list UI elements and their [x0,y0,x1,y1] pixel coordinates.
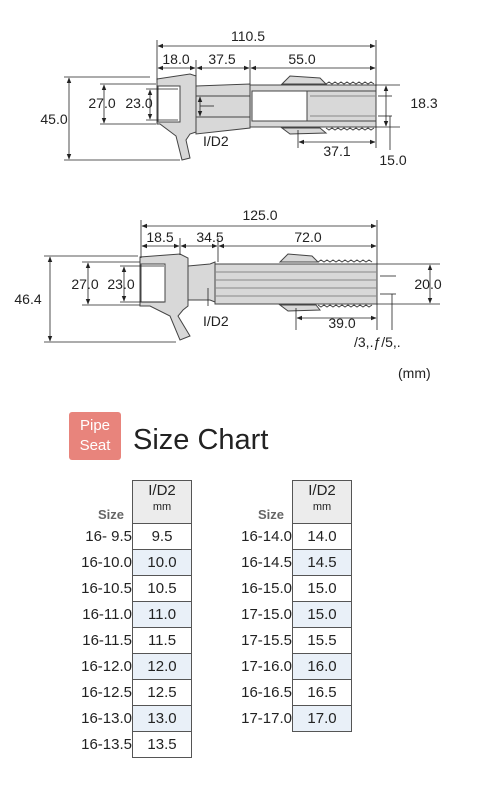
table-row [66,654,192,680]
bottom-right-dia: 20.0 [414,276,442,292]
bottom-seg1-length: 18.5 [146,229,174,245]
badge-line1: Pipe [79,417,111,434]
table-row [66,576,192,602]
top-right-dia: 18.3 [410,95,438,111]
id-cell: 12.5 [133,680,192,706]
id-cell: 16.5 [293,680,352,706]
top-bottom-dia: 15.0 [379,152,407,168]
size-cell: 17-16.0 [241,658,292,675]
size-column-header: Size [257,506,284,522]
top-overall-length: 110.5 [231,28,265,44]
pipe-seat-badge [69,412,121,460]
size-cell: 16- 9.5 [85,528,132,545]
id-cell: 14.5 [293,550,352,576]
table-row [226,680,352,706]
table-row [66,550,192,576]
size-cell: 17-15.0 [241,606,292,623]
id-cell: 9.5 [133,524,192,550]
size-table-left [66,480,192,758]
id-cell: 11.5 [133,628,192,654]
top-bottom-length: 37.1 [323,143,351,159]
size-cell: 16-16.5 [241,684,292,701]
id-cell: 13.0 [133,706,192,732]
id-cell: 12.0 [133,654,192,680]
bottom-height-outer: 46.4 [14,291,42,307]
size-cell: 16-11.5 [82,632,132,649]
id-cell: 15.0 [293,576,352,602]
id-cell: 15.5 [293,628,352,654]
size-cell: 17-17.0 [241,710,292,727]
id-cell: 14.0 [293,524,352,550]
size-column-header: Size [97,506,124,522]
table-row [226,628,352,654]
id-header-unit: mm [312,501,332,513]
id-cell: 16.0 [293,654,352,680]
table-row [226,576,352,602]
id-header-unit: mm [152,501,172,513]
id-cell: 11.0 [133,602,192,628]
top-seg1-length: 18.0 [162,51,190,67]
size-cell: 16-10.5 [81,580,132,597]
size-cell: 16-11.0 [82,606,132,623]
table-row [226,654,352,680]
bottom-height-23: 23.0 [107,276,135,292]
size-cell: 16-12.0 [81,658,132,675]
top-seg3-length: 55.0 [288,51,316,67]
id-cell: 10.5 [133,576,192,602]
size-cell: 16-12.5 [81,684,132,701]
bottom-height-27: 27.0 [71,276,99,292]
id-cell: 13.5 [133,732,192,758]
size-table-right [226,480,352,732]
unit-label: (mm) [398,365,431,381]
page-title: Size Chart [133,424,269,456]
size-cell: 16-15.0 [241,580,292,597]
id-column-header [133,481,192,524]
bottom-seg3-length: 72.0 [294,229,322,245]
bottom-bottom-note: /3,.ƒ/5,. [354,334,401,350]
id-header-label: I/D2 [148,482,176,499]
id-cell: 10.0 [133,550,192,576]
id-cell: 15.0 [293,602,352,628]
table-row [226,706,352,732]
bottom-seg2-length: 34.5 [196,229,224,245]
badge-line2: Seat [79,437,111,454]
size-cell: 16-10.0 [81,554,132,571]
id-column-header [293,481,352,524]
table-row [226,602,352,628]
bottom-id-label: I/D2 [203,313,229,329]
table-row [226,524,352,550]
top-height-23: 23.0 [125,95,153,111]
size-cell: 16-13.5 [81,736,132,753]
top-seg2-length: 37.5 [208,51,236,67]
table-row [66,732,192,758]
id-cell: 17.0 [293,706,352,732]
size-cell: 16-14.0 [241,528,292,545]
size-cell: 17-15.5 [241,632,292,649]
size-cell: 16-14.5 [241,554,292,571]
top-id-label: I/D2 [203,133,229,149]
table-row [66,628,192,654]
bottom-bottom-length: 39.0 [328,315,356,331]
bottom-overall-length: 125.0 [242,207,278,223]
top-height-outer: 45.0 [40,111,68,127]
table-row [66,706,192,732]
size-cell: 16-13.0 [81,710,132,727]
table-row [66,524,192,550]
id-header-label: I/D2 [308,482,336,499]
table-row [66,602,192,628]
top-height-27: 27.0 [88,95,116,111]
table-row [226,550,352,576]
table-row [66,680,192,706]
